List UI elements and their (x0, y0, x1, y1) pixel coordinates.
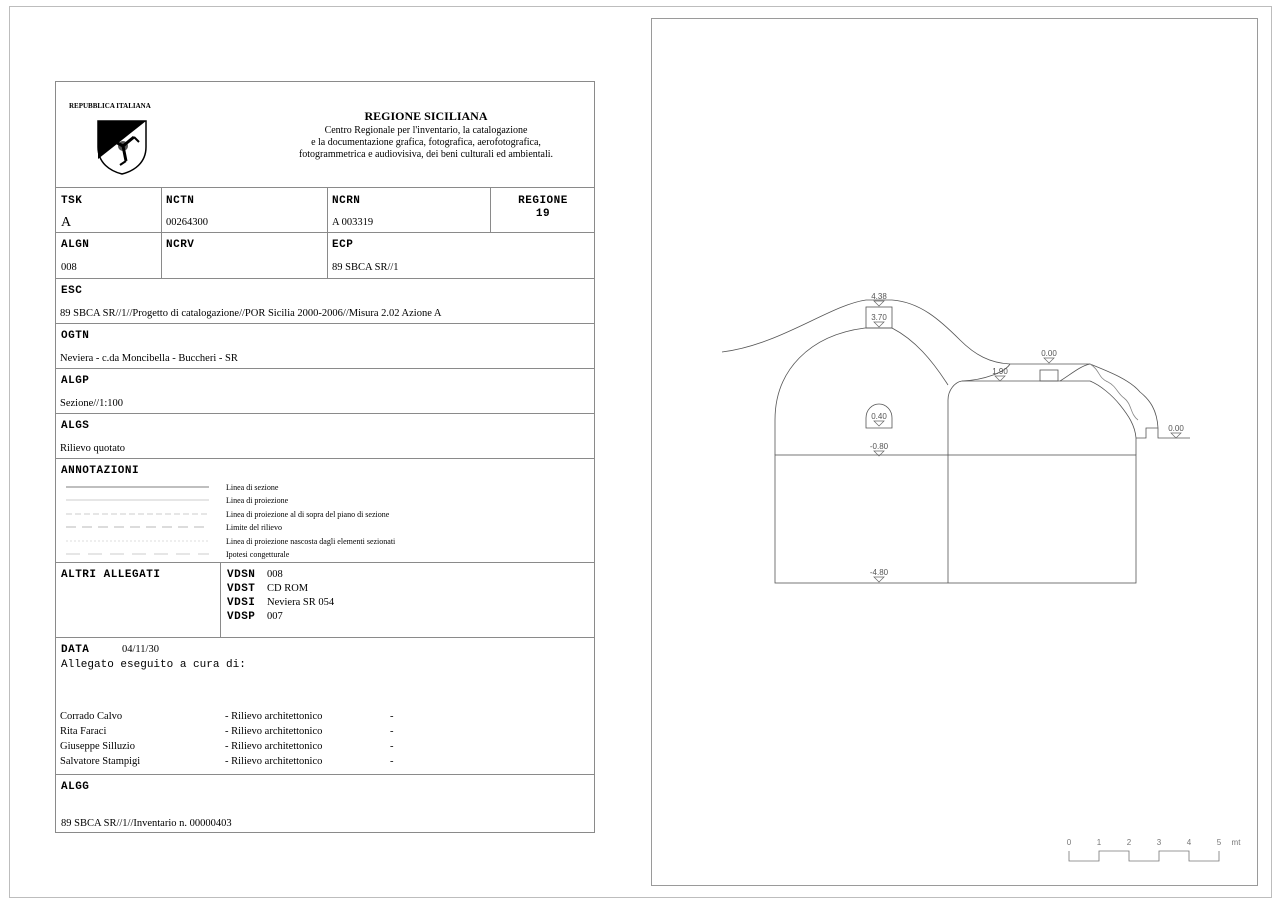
elevation-label: -0.80 (869, 442, 889, 451)
author-role: - Rilievo architettonico (225, 756, 323, 767)
legend-item: Ipotesi congetturale (226, 550, 290, 559)
ncrn-label: NCRN (332, 195, 361, 207)
scale-tick: 3 (1156, 838, 1162, 847)
esc-value: 89 SBCA SR//1//Progetto di catalogazione//POR Sicilia 2000-2006//Misura 2.02 Azione A (60, 308, 442, 319)
elevation-label: 0.40 (871, 412, 887, 421)
elevation-markers (874, 301, 1181, 582)
algs-label: ALGS (61, 420, 90, 432)
scale-tick: 4 (1186, 838, 1192, 847)
nctn-label: NCTN (166, 195, 195, 207)
legend-item: Linea di proiezione nascosta dagli elementi sezionati (226, 537, 396, 546)
algp-value: Sezione//1:100 (60, 398, 123, 409)
author-name: Salvatore Stampigi (60, 756, 141, 767)
algn-label: ALGN (61, 239, 90, 251)
legend-item: Linea di sezione (226, 483, 279, 492)
author-role: - Rilievo architettonico (225, 741, 323, 752)
scale-tick: 5 (1216, 838, 1222, 847)
ogtn-label: OGTN (61, 330, 90, 342)
author-extra: - (390, 726, 394, 737)
author-role: - Rilievo architettonico (225, 711, 323, 722)
algn-value: 008 (61, 262, 77, 273)
scale-tick: 2 (1126, 838, 1132, 847)
algg-value: 89 SBCA SR//1//Inventario n. 00000403 (61, 818, 232, 829)
region-title: REGIONE SICILIANA (364, 109, 488, 123)
legend-item: Linea di proiezione al di sopra del piano di sezione (226, 510, 390, 519)
author-name: Corrado Calvo (60, 711, 123, 722)
author-name: Giuseppe Silluzio (60, 741, 135, 752)
ncrn-value: A 003319 (332, 217, 374, 228)
regione-value: 19 (535, 208, 551, 220)
author-extra: - (390, 711, 394, 722)
scale-tick: 0 (1066, 838, 1072, 847)
ogtn-value: Neviera - c.da Moncibella - Buccheri - SR (60, 353, 238, 364)
esc-label: ESC (61, 285, 83, 297)
scale-bar (1067, 838, 1241, 861)
algp-label: ALGP (61, 375, 90, 387)
elevation-label: 0.00 (1041, 349, 1057, 358)
vdsp-label: VDSP (227, 611, 256, 623)
vdst-value: CD ROM (267, 583, 309, 594)
vdsi-label: VDSI (227, 597, 256, 609)
vdsp-value: 007 (267, 611, 283, 622)
scale-unit: mt (1231, 838, 1241, 847)
ecp-label: ECP (332, 239, 354, 251)
header-line-1: Centro Regionale per l'inventario, la catalogazione (324, 125, 528, 136)
ecp-value: 89 SBCA SR//1 (332, 262, 399, 273)
regione-label: REGIONE (518, 195, 568, 207)
vdst-label: VDST (227, 583, 256, 595)
vdsn-value: 008 (267, 569, 283, 580)
elevation-label: 4.38 (871, 292, 887, 301)
altri-allegati-label: ALTRI ALLEGATI (61, 569, 161, 581)
ncrv-label: NCRV (166, 239, 195, 251)
annotazioni-label: ANNOTAZIONI (61, 465, 140, 477)
tsk-label: TSK (61, 195, 83, 207)
vdsi-value: Neviera SR 054 (267, 597, 335, 608)
elevation-label: 1.90 (992, 367, 1008, 376)
author-extra: - (390, 756, 394, 767)
allegato-text: Allegato eseguito a cura di: (61, 659, 246, 671)
elevation-label: 3.70 (871, 313, 887, 322)
header-line-3: fotogrammetrica e audiovisiva, dei beni culturali ed ambientali. (298, 149, 554, 160)
elevation-label: 0.00 (1168, 424, 1184, 433)
author-extra: - (390, 741, 394, 752)
elevation-label: -4.80 (869, 568, 889, 577)
legend-item: Limite del rilievo (226, 523, 282, 532)
data-label: DATA (61, 644, 90, 656)
scale-tick: 1 (1096, 838, 1102, 847)
legend-item: Linea di proiezione (226, 496, 289, 505)
algg-label: ALGG (61, 781, 90, 793)
algs-value: Rilievo quotato (60, 443, 126, 454)
nctn-value: 00264300 (166, 217, 208, 228)
header-line-2: e la documentazione grafica, fotografica, aerofotografica, (311, 137, 541, 148)
author-role: - Rilievo architettonico (225, 726, 323, 737)
repubblica-label: REPUBBLICA ITALIANA (69, 102, 151, 110)
data-value: 04/11/30 (122, 644, 159, 655)
author-name: Rita Faraci (60, 726, 107, 737)
tsk-value: A (61, 215, 72, 230)
vdsn-label: VDSN (227, 569, 256, 581)
